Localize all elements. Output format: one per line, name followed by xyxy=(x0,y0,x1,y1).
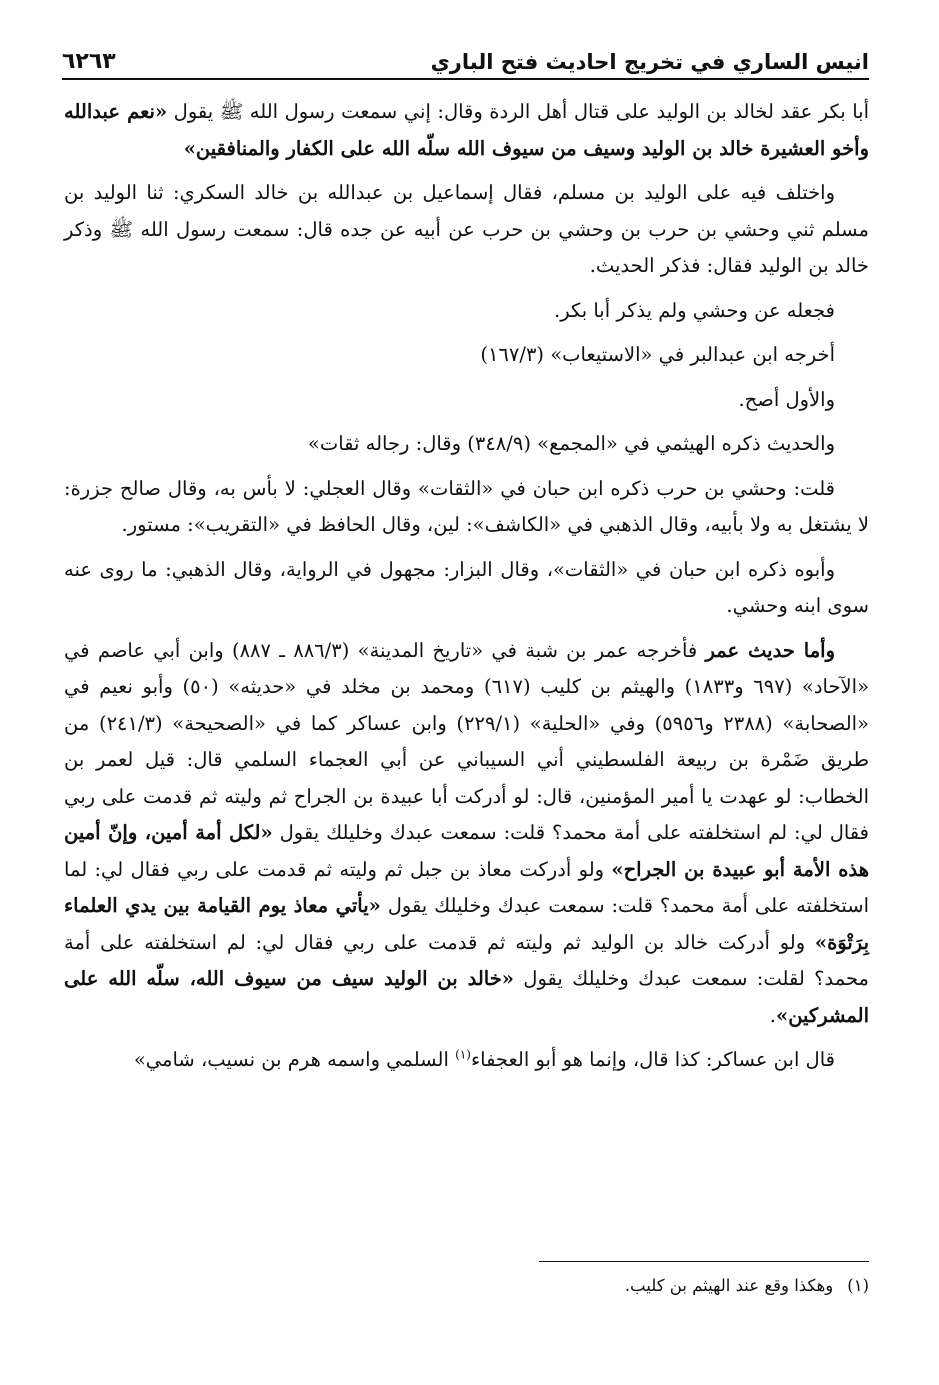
hadith-quote-4: «خالد بن الوليد سيف من سيوف الله، سلّه الله على المشركين» xyxy=(64,967,869,1027)
paragraph-9-text-b: ولو أدركت معاذ بن جبل ثم وليته ثم قدمت على ربي فقال لي: لما استخلفته على أمة محمد؟ قلت: سمعت عبدك وخليلك يقول xyxy=(64,857,869,917)
paragraph-7: قلت: وحشي بن حرب ذكره ابن حبان في «الثقات» وقال العجلي: لا بأس به، وقال صالح جزرة: لا يشتغل به ولا بأبيه، وقال الذهبي في «الكاشف»: لين، وقال الحافظ في «التقريب»: مستور. xyxy=(64,476,869,536)
paragraph-1-text: أبا بكر عقد لخالد بن الوليد على قتال أهل الردة وقال: إني سمعت رسول الله ﷺ يقول xyxy=(167,100,869,123)
body-text xyxy=(64,94,869,1087)
paragraph-4: أخرجه ابن عبدالبر في «الاستيعاب» (١٦٧/٣) xyxy=(480,343,835,366)
paragraph-10-text-b: السلمي واسمه هرم بن نسيب، شامي» xyxy=(133,1048,456,1071)
footnote-number: (١) xyxy=(847,1276,869,1295)
footnote xyxy=(64,1272,869,1300)
hadith-quote-3: «يأتي معاذ يوم القيامة بين يدي العلماء بِرَتْوَة» xyxy=(64,894,869,954)
paragraph-8: وأبوه ذكره ابن حبان في «الثقات»، وقال البزار: مجهول في الرواية، وقال الذهبي: ما روى عنه سوى ابنه وحشي. xyxy=(64,557,869,617)
header-rule xyxy=(62,78,869,80)
paragraph-9-text-a: فأخرجه عمر بن شبة في «تاريخ المدينة» (٨٨٦/٣ ـ ٨٨٧) وابن أبي عاصم في «الآحاد» (٦٩٧ و١٨٣٣) والهيثم بن كليب (٦١٧) ومحمد بن مخلد في «حديثه» (٥٠) وأبو نعيم في «الصحابة» (٢٣٨٨ و٥٩٥٦) وفي «الحلية» (٢٢٩/١) وابن عساكر كما في «الصحيحة» (٢٤١/٣) من طريق ضَمْرة بن ربيعة الفلسطيني أني السيباني عن أبي العجماء السلمي قال: قيل لعمر بن الخطاب: لو عهدت يا أمير المؤمنين، قال: لو أدركت أبا عبيدة بن الجراح ثم وليته ثم قدمت على ربي فقال لي: لم استخلفته على أمة محمد؟ قلت: سمعت عبدك وخليلك يقول xyxy=(64,638,870,844)
footnote-rule xyxy=(539,1261,869,1262)
paragraph-10 xyxy=(64,1042,869,1079)
paragraph-6: والحديث ذكره الهيثمي في «المجمع» (٣٤٨/٩) وقال: رجاله ثقات» xyxy=(307,432,835,455)
paragraph-2: واختلف فيه على الوليد بن مسلم، فقال إسماعيل بن عبدالله بن خالد السكري: ثنا الوليد بن مسلم ثني وحشي بن حرب بن وحشي بن حرب عن أبيه عن جده قال: سمعت رسول الله ﷺ وذكر خالد بن الوليد فقال: فذكر الحديث. xyxy=(64,181,869,277)
page-header xyxy=(62,38,869,74)
section-lead: وأما حديث عمر xyxy=(705,638,835,662)
paragraph-9-end: . xyxy=(769,1003,776,1027)
hadith-quote-1: «نعم عبدالله وأخو العشيرة خالد بن الوليد وسيف من سيوف الله سلّه الله على الكفار والمنافقين» xyxy=(64,100,869,160)
paragraph-9 xyxy=(64,633,869,1035)
hadith-quote-2: «لكل أمة أمين، وإنّ أمين هذه الأمة أبو عبيدة بن الجراح» xyxy=(64,821,869,881)
paragraph-10-text-a: قال ابن عساكر: كذا قال، وإنما هو أبو العجفاء xyxy=(470,1048,835,1071)
paragraph-3: فجعله عن وحشي ولم يذكر أبا بكر. xyxy=(554,298,835,322)
paragraph-5: والأول أصح. xyxy=(738,387,835,411)
page-number: ٦٢٦٣ xyxy=(62,49,116,74)
footnote-reference: (١) xyxy=(455,1047,471,1062)
footnote-text: وهكذا وقع عند الهيثم بن كليب. xyxy=(624,1276,834,1295)
running-title: انيس الساري في تخريج احاديث فتح الباري xyxy=(430,50,869,74)
paragraph-1 xyxy=(64,94,869,167)
paragraph-9-text-c: ولو أدركت خالد بن الوليد ثم وليته ثم قدمت على ربي فقال لي: لم استخلفته على أمة محمد؟ لقلت: سمعت عبدك وخليلك يقول xyxy=(64,930,869,990)
